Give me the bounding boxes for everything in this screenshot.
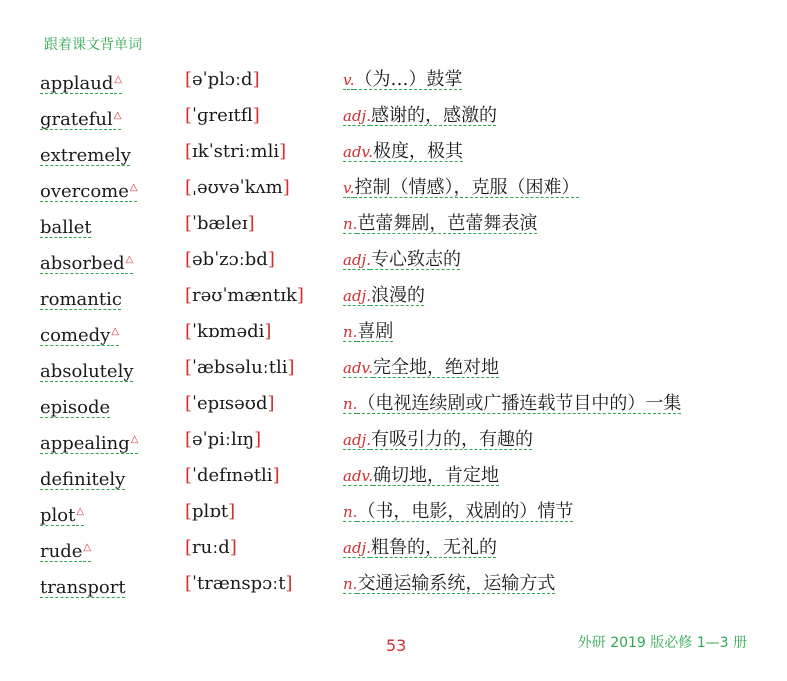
vocab-definition: adv.完全地，绝对地: [343, 357, 500, 378]
vocab-row: [40, 460, 780, 496]
vocab-phonetic: [ˈæbsəluːtli]: [185, 357, 295, 378]
part-of-speech: adj.: [343, 251, 371, 269]
vocab-phonetic: [əbˈzɔːbd]: [185, 249, 275, 270]
vocab-row: [40, 208, 780, 244]
header-title: 跟着课文背单词: [44, 37, 142, 53]
vocab-phonetic: [ruːd]: [185, 537, 237, 558]
part-of-speech: adj.: [343, 287, 371, 305]
vocab-row: [40, 532, 780, 568]
vocab-definition: n.喜剧: [343, 321, 394, 342]
vocab-definition: v.控制（情感），克服（困难）: [343, 177, 580, 198]
vocab-phonetic: [ˈɡreɪtfl]: [185, 105, 260, 126]
part-of-speech: v.: [343, 71, 355, 89]
vocab-phonetic: [ˈkɒmədi]: [185, 321, 272, 342]
vocab-definition: adv.确切地，肯定地: [343, 465, 500, 486]
vocab-word: grateful△: [40, 109, 122, 130]
part-of-speech: adj.: [343, 107, 371, 125]
vocab-row: [40, 316, 780, 352]
vocab-word: appealing△: [40, 433, 139, 454]
vocab-definition: adj.专心致志的: [343, 249, 461, 270]
part-of-speech: adj.: [343, 539, 371, 557]
vocab-phonetic: [ˈbæleɪ]: [185, 213, 255, 234]
vocab-word: plot△: [40, 505, 85, 526]
vocab-word: definitely: [40, 469, 126, 490]
vocab-word: romantic: [40, 289, 122, 310]
triangle-mark-icon: △: [113, 110, 122, 121]
vocab-row: [40, 388, 780, 424]
part-of-speech: n.: [343, 503, 358, 521]
vocab-definition: adv.极度，极其: [343, 141, 464, 162]
vocab-definition: adj.有吸引力的，有趣的: [343, 429, 533, 450]
part-of-speech: n.: [343, 215, 358, 233]
page-number: 53: [386, 636, 407, 655]
triangle-mark-icon: △: [111, 326, 120, 337]
vocab-phonetic: [ˈtrænspɔːt]: [185, 573, 293, 594]
vocab-phonetic: [ɪkˈstriːmli]: [185, 141, 287, 162]
vocab-word: overcome△: [40, 181, 138, 202]
vocab-word: applaud△: [40, 73, 123, 94]
triangle-mark-icon: △: [129, 182, 138, 193]
vocab-row: [40, 244, 780, 280]
vocab-definition: adj.浪漫的: [343, 285, 425, 306]
vocab-row: [40, 496, 780, 532]
part-of-speech: adv.: [343, 359, 374, 377]
triangle-mark-icon: △: [130, 434, 139, 445]
vocab-definition: adj.粗鲁的，无礼的: [343, 537, 497, 558]
vocab-row: [40, 100, 780, 136]
vocab-word: transport: [40, 577, 126, 598]
triangle-mark-icon: △: [83, 542, 92, 553]
vocab-word: absolutely: [40, 361, 134, 382]
part-of-speech: adj.: [343, 431, 371, 449]
vocab-word: episode: [40, 397, 111, 418]
vocab-row: [40, 352, 780, 388]
part-of-speech: v.: [343, 179, 355, 197]
vocab-row: [40, 136, 780, 172]
vocab-phonetic: [rəʊˈmæntɪk]: [185, 285, 304, 306]
part-of-speech: n.: [343, 575, 358, 593]
vocab-row: [40, 568, 780, 604]
vocabulary-list: [40, 64, 780, 604]
vocab-definition: n.交通运输系统，运输方式: [343, 573, 556, 594]
part-of-speech: n.: [343, 323, 358, 341]
vocab-phonetic: [ˈepɪsəʊd]: [185, 393, 275, 414]
vocab-row: [40, 280, 780, 316]
triangle-mark-icon: △: [125, 254, 134, 265]
triangle-mark-icon: △: [76, 506, 85, 517]
triangle-mark-icon: △: [114, 74, 123, 85]
part-of-speech: adv.: [343, 143, 374, 161]
vocab-row: [40, 424, 780, 460]
vocab-row: [40, 64, 780, 100]
vocab-phonetic: [ˌəʊvəˈkʌm]: [185, 177, 290, 198]
vocab-definition: n.（电视连续剧或广播连载节目中的）一集: [343, 393, 682, 414]
vocab-definition: n.（书，电影，戏剧的）情节: [343, 501, 574, 522]
vocab-row: [40, 172, 780, 208]
vocab-definition: n.芭蕾舞剧，芭蕾舞表演: [343, 213, 538, 234]
part-of-speech: adv.: [343, 467, 374, 485]
part-of-speech: n.: [343, 395, 358, 413]
vocab-definition: v.（为…）鼓掌: [343, 69, 463, 90]
vocab-word: rude△: [40, 541, 92, 562]
vocab-word: absorbed△: [40, 253, 134, 274]
vocab-word: comedy△: [40, 325, 120, 346]
vocab-phonetic: [əˈpiːlɪŋ]: [185, 429, 262, 450]
vocab-word: extremely: [40, 145, 131, 166]
vocab-phonetic: [plɒt]: [185, 501, 236, 522]
vocab-phonetic: [ˈdefɪnətli]: [185, 465, 280, 486]
vocab-word: ballet: [40, 217, 92, 238]
vocab-definition: adj.感谢的，感激的: [343, 105, 497, 126]
edition-label: 外研 2019 版必修 1—3 册: [577, 635, 747, 651]
vocab-phonetic: [əˈplɔːd]: [185, 69, 260, 90]
